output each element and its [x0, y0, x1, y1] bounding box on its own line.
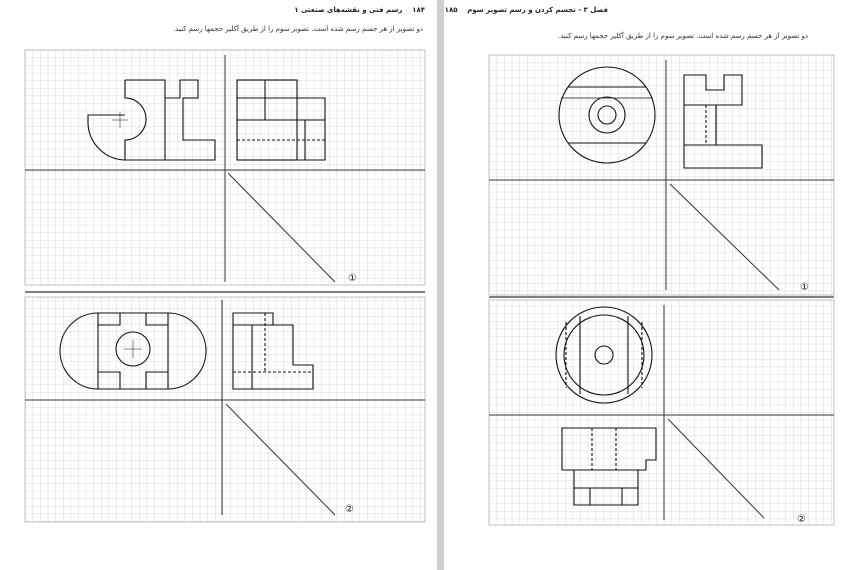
exercise-1-label: ① [800, 282, 809, 293]
right-page [444, 0, 848, 570]
left-page-title: رسم فنی و نقشه‌های صنعتی ۱ [294, 6, 403, 14]
exercise-2-label: ② [797, 514, 806, 525]
right-exercise-2 [489, 300, 834, 525]
left-exercise-2 [25, 297, 425, 522]
right-page-drawings [444, 0, 848, 570]
left-page-number: ۱۸۴ [412, 6, 425, 14]
grid-panel [489, 55, 834, 295]
grid-panel [489, 300, 834, 525]
left-exercise-1 [25, 50, 425, 285]
grid-panel [25, 297, 425, 522]
left-page-instruction: دو تصویر از هر جسم رسم شده است. تصویر سوم را از طریق آکلیر حجمها رسم کنید. [173, 25, 423, 33]
book-gutter [437, 0, 444, 570]
right-exercise-1 [489, 55, 834, 295]
right-page-number: ۱۸۵ [444, 6, 458, 14]
right-page-instruction: دو تصویر از هر جسم رسم شده است. تصویر سوم را از طریق آکلیر حجمها رسم کنید. [558, 32, 808, 40]
exercise-2-label: ② [345, 504, 354, 515]
exercise-1-label: ① [348, 273, 357, 284]
right-page-title: فصل ۳ - تجسم کردن و رسم تصویر سوم [467, 6, 608, 14]
